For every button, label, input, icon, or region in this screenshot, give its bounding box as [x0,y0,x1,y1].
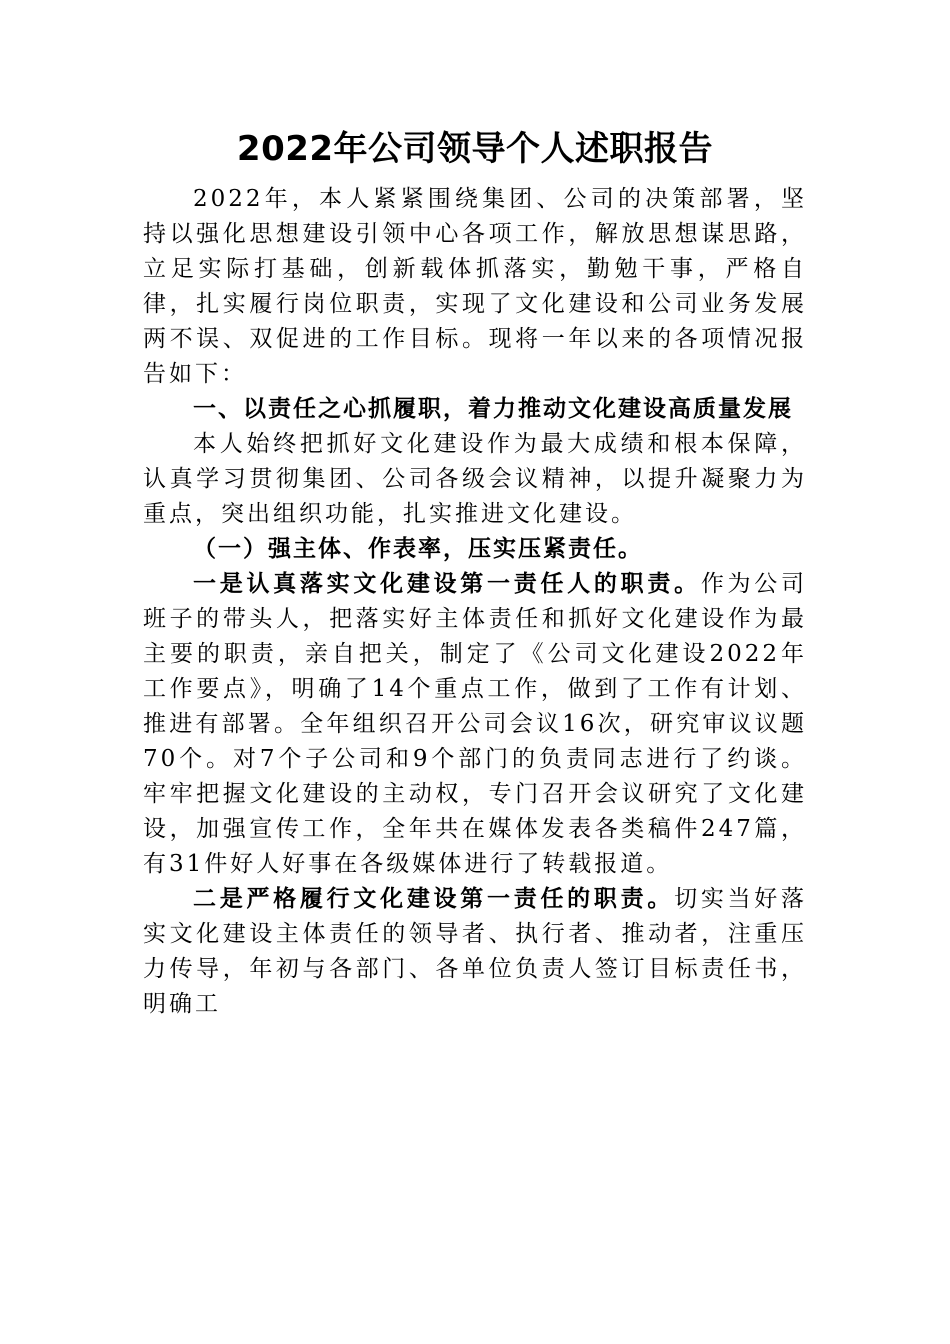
document-page [143,126,807,1022]
section-1-heading: 一、以责任之心抓履职，着力推动文化建设高质量发展 [193,396,793,422]
point-1-body: 作为公司班子的带头人，把落实好主体责任和抓好文化建设作为最主要的职责，亲自把关，制定了《公司文化建设2022年工作要点》，明确了14个重点工作，做到了工作有计划、推进有部署。全年组织召开公司会议16次，研究审议议题70个。对7个子公司和9个部门的负责同志进行了约谈。牢牢把握文化建设的主动权，专门召开会议研究了文化建设，加强宣传工作，全年共在媒体发表各类稿件247篇，有31件好人好事在各级媒体进行了转载报道。 [143,571,808,877]
point-1-paragraph [143,567,807,882]
point-1-lead: 一是认真落实文化建设第一责任人的职责。 [193,571,701,597]
intro-paragraph: 2022年，本人紧紧围绕集团、公司的决策部署，坚持以强化思想建设引领中心各项工作，解放思想谋思路，立足实际打基础，创新载体抓落实，勤勉干事，严格自律，扎实履行岗位职责，实现了文化建设和公司业务发展两不误、双促进的工作目标。现将一年以来的各项情况报告如下： [143,186,807,387]
point-2-paragraph [143,882,807,1022]
subsection-1-heading: （一）强主体、作表率，压实压紧责任。 [193,536,643,562]
point-2-body: 切实当好落实文化建设主体责任的领导者、执行者、推动者，注重压力传导，年初与各部门、各单位负责人签订目标责任书，明确工 [143,886,808,1017]
point-2-lead: 二是严格履行文化建设第一责任的职责。 [193,886,675,912]
section-1-body: 本人始终把抓好文化建设作为最大成绩和根本保障，认真学习贯彻集团、公司各级会议精神，以提升凝聚力为重点，突出组织功能，扎实推进文化建设。 [143,431,807,527]
document-title: 2022年公司领导个人述职报告 [236,129,714,169]
